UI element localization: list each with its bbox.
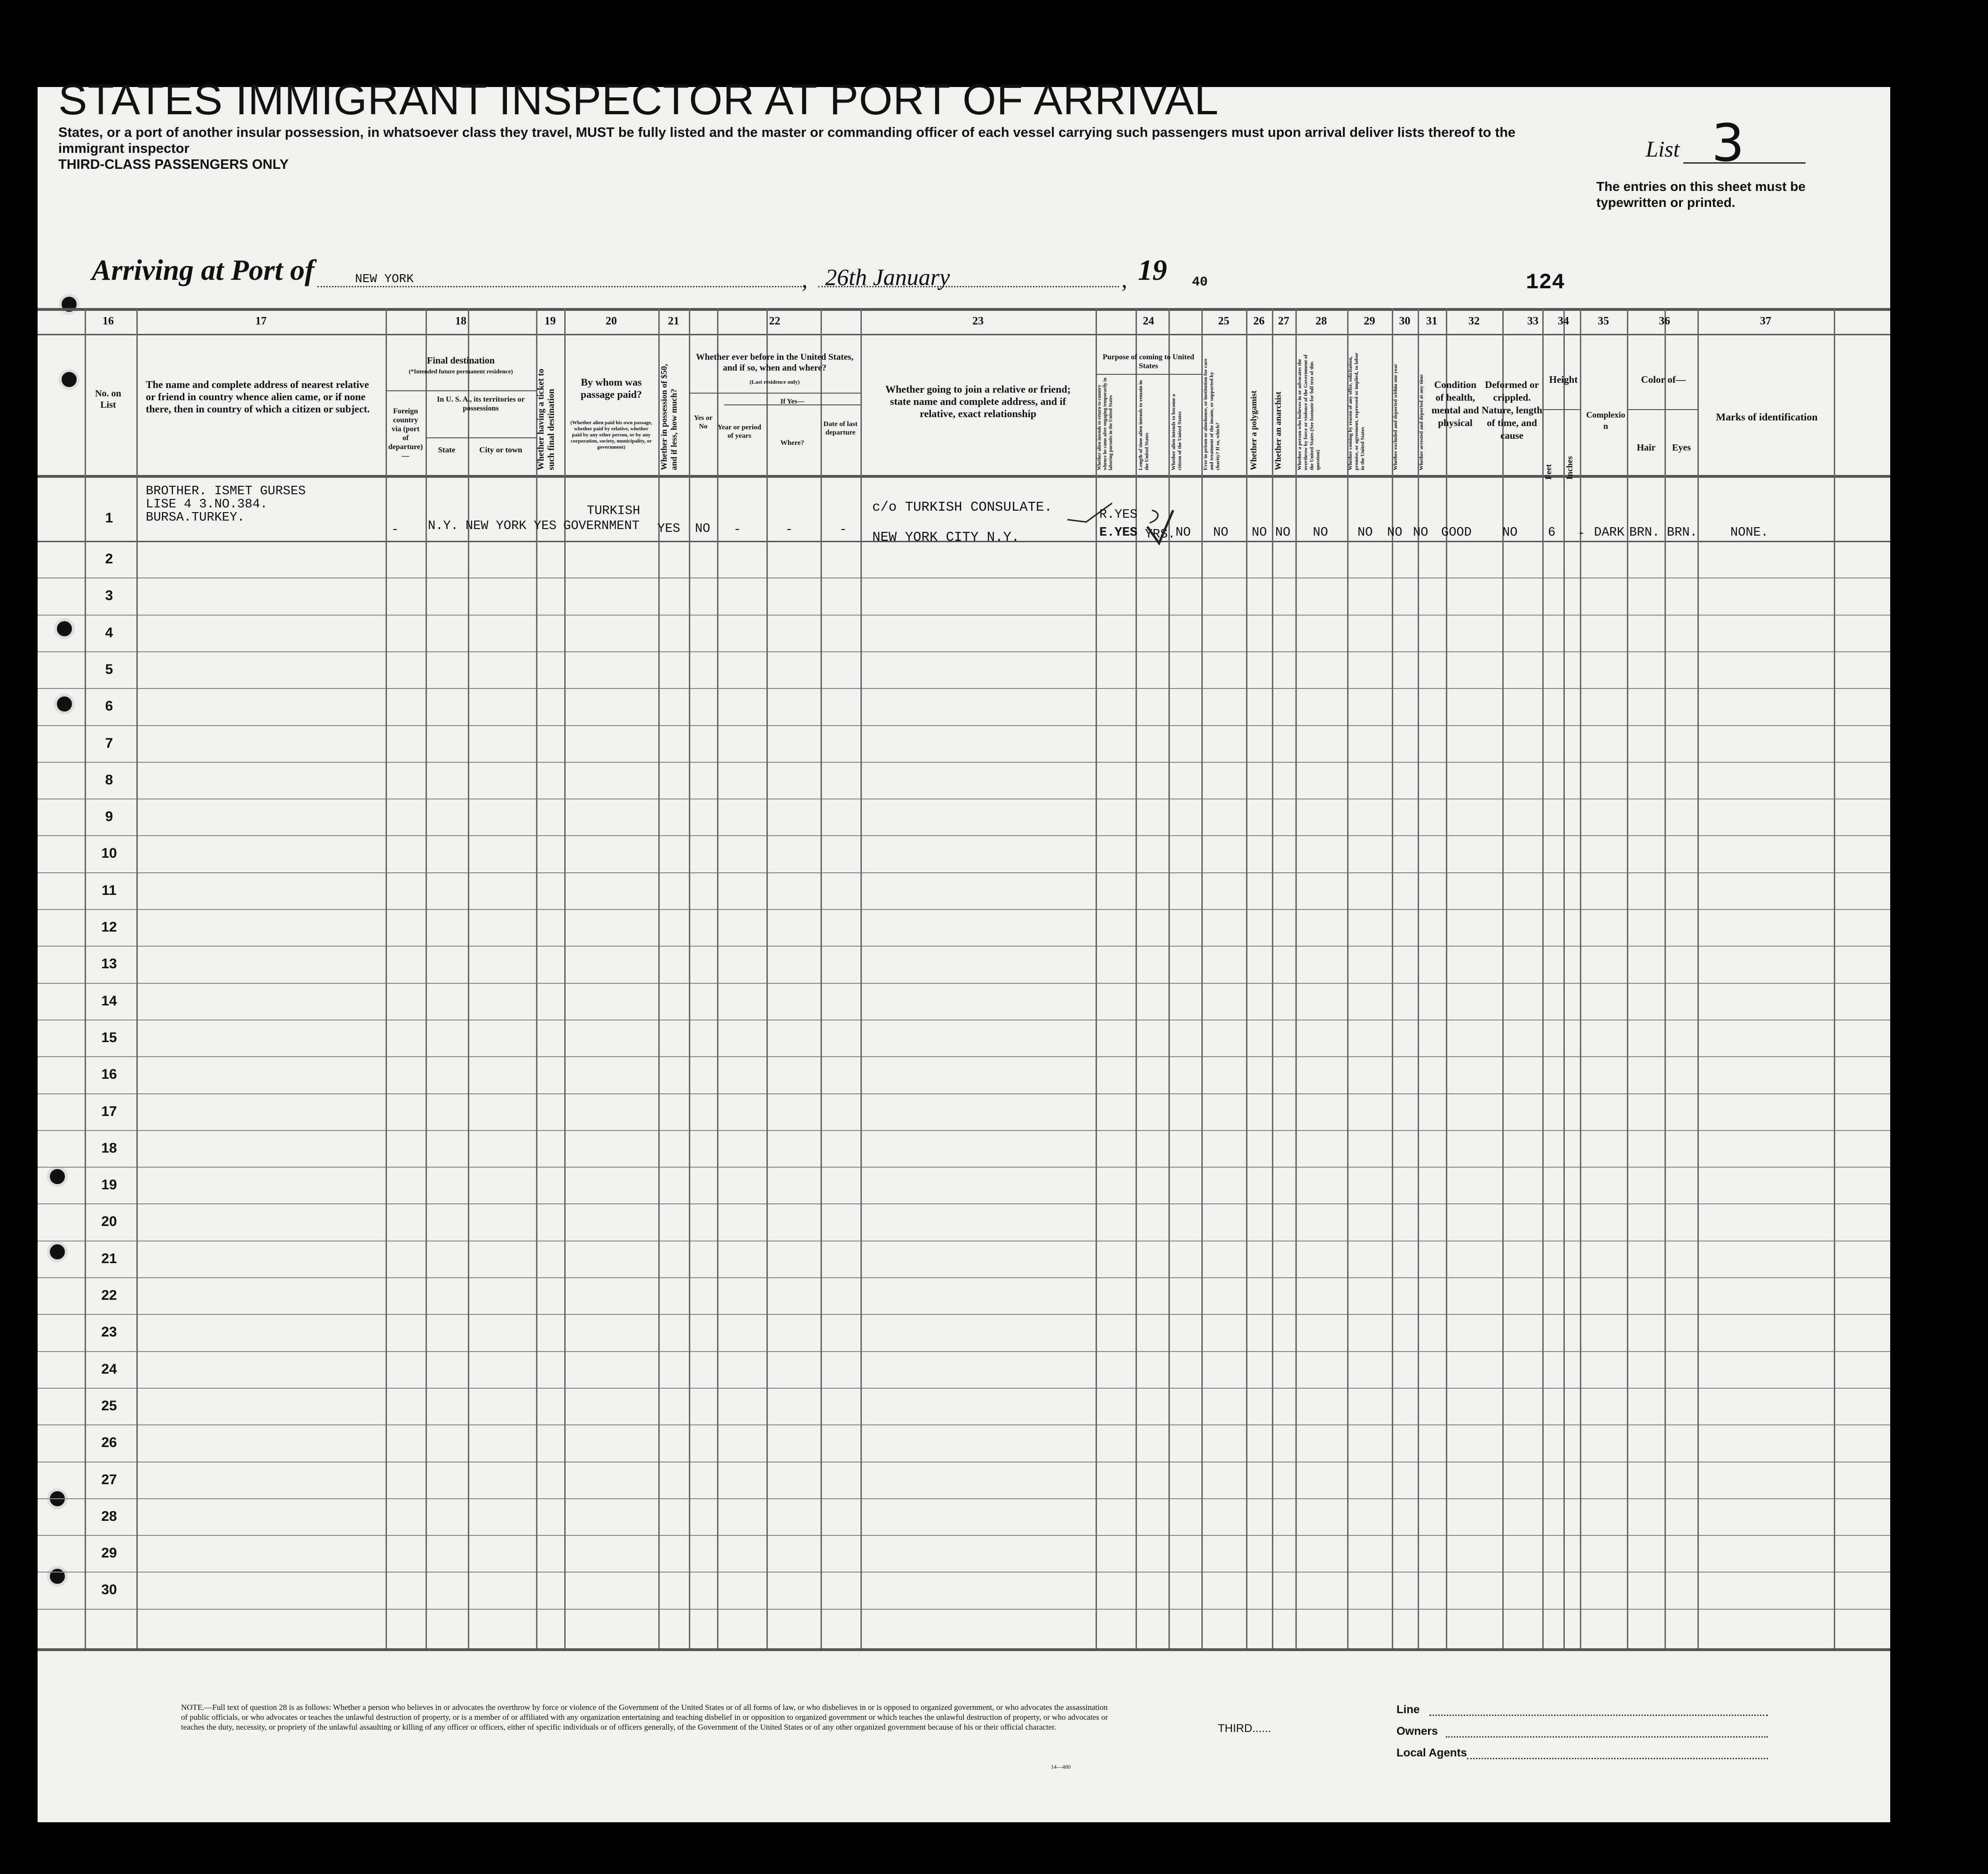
binder-hole — [59, 369, 79, 390]
header-subdivider — [1096, 374, 1201, 375]
row-number: 9 — [105, 809, 113, 825]
col22-subheading: (Last residence only) — [749, 379, 800, 385]
col26-heading: Whether a polygamist — [1249, 390, 1258, 470]
row-line — [38, 615, 1890, 616]
col34-feet-heading: Feet — [1544, 464, 1553, 480]
row-number: 8 — [105, 772, 113, 788]
row-line — [38, 577, 1890, 578]
column-line — [1580, 308, 1581, 1648]
column-number: 31 — [1426, 315, 1437, 327]
row-number: 25 — [101, 1398, 117, 1414]
header-bottom-border — [38, 475, 1890, 478]
arriving-label: Arriving at Port of — [92, 254, 315, 286]
col24a-heading: Whether alien intends to return to country whence he came after engaging temporarily in laboring pursuits in the United States — [1097, 378, 1113, 470]
row-number: 29 — [101, 1545, 117, 1561]
row-number: 4 — [105, 625, 113, 640]
col23-heading: Whether going to join a relative or friend; state name and complete address, and if relative, exact relationship — [885, 383, 1071, 419]
binder-hole — [47, 1166, 68, 1187]
passenger-class-line: THIRD-CLASS PASSENGERS ONLY — [58, 157, 289, 172]
col29-heading: Whether coming by reason of any offer, solicitation, promise, or agreement, expressed or implied, to labor in the United States — [1348, 353, 1365, 470]
column-line — [136, 308, 138, 1648]
row-number: 3 — [105, 588, 113, 604]
relative-line2: LISE 4 3.NO.384. — [146, 498, 268, 512]
owners-field — [1446, 1736, 1768, 1738]
col34-heading: Height — [1549, 374, 1578, 385]
column-line — [1542, 308, 1544, 1648]
column-number: 27 — [1278, 315, 1289, 327]
row-number: 18 — [101, 1140, 117, 1156]
year-suffix: 40 — [1192, 275, 1208, 290]
column-number: 21 — [668, 315, 679, 327]
column-line — [1563, 308, 1565, 1648]
join-line2: NEW YORK CITY N.Y. — [872, 530, 1020, 545]
row-number: 7 — [105, 735, 113, 751]
third-class-label: THIRD...... — [1218, 1722, 1271, 1735]
column-line — [536, 308, 537, 1648]
comma: , — [1121, 266, 1128, 293]
row-number: 2 — [105, 551, 113, 567]
col25-heading: Ever in prison or almshouse, or institution for care and treatment of the insane, or supported by charity? If so, which? — [1203, 358, 1221, 470]
deformed-value: NO — [1502, 526, 1518, 540]
binder-hole — [54, 694, 75, 714]
marks-value: NONE. — [1730, 526, 1769, 540]
col31-heading: Whether arrested and deported at any time — [1419, 374, 1424, 470]
col22-year-heading: Year or period of years — [718, 424, 761, 440]
feet-value: 6 — [1548, 526, 1556, 540]
purpose-return-line2: E.YES — [1099, 526, 1138, 540]
col22-ifyes: If Yes— — [780, 398, 805, 405]
column-line — [766, 308, 768, 1648]
header-subdivider — [386, 390, 536, 391]
complexion-value: DARK — [1594, 526, 1625, 540]
row-number: 21 — [101, 1250, 117, 1266]
column-number: 30 — [1399, 315, 1411, 327]
row-line — [38, 1314, 1890, 1315]
column-line — [1834, 308, 1835, 1648]
col24c-heading: Whether alien intends to become a citizen of the United States — [1171, 394, 1183, 470]
column-line — [820, 308, 822, 1648]
column-number: 20 — [606, 315, 617, 327]
row-number: 13 — [101, 956, 117, 972]
row-number: 20 — [101, 1214, 117, 1230]
col36-heading: Color of— — [1641, 374, 1686, 385]
fifty-dollars-value: YES — [657, 522, 680, 536]
column-line — [1347, 308, 1349, 1648]
form-number: 14—480 — [1051, 1763, 1071, 1770]
column-number: 34 — [1558, 315, 1569, 327]
binder-hole — [47, 1241, 68, 1262]
row-number: 5 — [105, 661, 113, 677]
state-value: N.Y. — [428, 519, 458, 533]
column-line — [1502, 308, 1504, 1648]
local-agents-label: Local Agents — [1396, 1747, 1467, 1759]
before-year-value: - — [734, 523, 742, 537]
line-field — [1429, 1715, 1768, 1716]
before-where-value: - — [785, 523, 793, 537]
row-number: 16 — [101, 1067, 117, 1083]
col22-heading: Whether ever before in the United States, and if so, when and where? — [695, 352, 854, 373]
row-line — [38, 1093, 1890, 1094]
row-line — [38, 1277, 1890, 1278]
row-line — [38, 725, 1890, 726]
purpose-citizen-value: NO — [1175, 526, 1191, 540]
row-line — [38, 1056, 1890, 1057]
column-line — [1697, 308, 1699, 1648]
purpose-length-value: YRS. — [1145, 528, 1175, 542]
column-line — [386, 308, 387, 1648]
row-number: 24 — [101, 1361, 117, 1377]
col37-heading: Marks of identification — [1716, 411, 1818, 423]
entries-note: The entries on this sheet must be typewritten or printed. — [1596, 179, 1806, 210]
row-number: 15 — [101, 1029, 117, 1045]
column-line — [1627, 308, 1628, 1648]
row-number: 27 — [101, 1471, 117, 1487]
row-line — [38, 688, 1890, 689]
row-line — [38, 835, 1890, 836]
relative-line1: BROTHER. ISMET GURSES — [146, 484, 306, 498]
year-prefix: 19 — [1138, 254, 1167, 286]
hair-value: BRN. — [1629, 526, 1660, 540]
col36-hair-heading: Hair — [1637, 443, 1656, 453]
column-number: 28 — [1316, 315, 1327, 327]
col18-heading: Final destination — [427, 356, 495, 366]
foreign-country-value: - — [391, 523, 399, 537]
column-number: 17 — [255, 315, 267, 327]
row-line — [38, 1609, 1890, 1610]
comma: , — [802, 266, 808, 293]
list-number: 3 — [1712, 113, 1744, 173]
row-line — [38, 1424, 1890, 1425]
col32-heading: Condition of health, mental and physical — [1431, 379, 1479, 428]
row-line — [38, 872, 1890, 873]
column-number: 16 — [103, 315, 114, 327]
row-line — [38, 1388, 1890, 1389]
column-number: 18 — [455, 315, 466, 327]
col19-heading: Whether having a ticket to such final destination — [536, 368, 556, 470]
inches-value: - — [1578, 527, 1586, 541]
column-number: 22 — [769, 315, 781, 327]
port-value: NEW YORK — [355, 272, 414, 286]
column-line — [564, 308, 566, 1648]
header-subdivider — [689, 393, 860, 394]
check-mark-icon — [1067, 494, 1190, 546]
row-number: 23 — [101, 1324, 117, 1340]
instructions-line: States, or a port of another insular possession, in whatsoever class they travel, MUST be fully listed and the master or commanding officer of each vessel carrying such passengers must upon arrival deliver lists thereof to the immigrant inspector — [58, 125, 1516, 156]
col16-heading: No. on List — [95, 388, 121, 410]
prison-value: NO — [1213, 526, 1229, 540]
column-line — [658, 308, 660, 1648]
col18-foreign-heading: Foreign country via (port of departure)— — [388, 407, 423, 460]
polygamist-value: NO — [1252, 526, 1267, 540]
col18-state-heading: State — [438, 445, 456, 454]
eyes-value: BRN. — [1667, 526, 1697, 540]
column-line — [426, 308, 427, 1648]
before-yesno-value: NO — [695, 522, 710, 536]
col30-heading: Whether excluded and deported within one year — [1393, 364, 1398, 470]
row-line — [38, 946, 1890, 947]
sheet-number: 124 — [1526, 270, 1565, 295]
row-line — [38, 1572, 1890, 1573]
row-line — [38, 983, 1890, 984]
row-number: 22 — [101, 1288, 117, 1303]
column-number: 26 — [1253, 315, 1265, 327]
column-number: 23 — [972, 315, 984, 327]
column-line — [717, 308, 718, 1648]
col35-heading: Complexion — [1586, 410, 1625, 431]
col34-inches-heading: Inches — [1565, 456, 1574, 480]
table-top-border — [38, 308, 1890, 311]
anarchist-value: NO — [1275, 526, 1291, 540]
paid-by-line2: GOVERNMENT — [563, 519, 640, 533]
col33-heading: Deformed or crippled. Nature, length of time, and cause — [1481, 379, 1543, 441]
column-line — [1418, 308, 1419, 1648]
column-number: 33 — [1527, 315, 1538, 327]
column-line — [1272, 308, 1273, 1648]
health-value: GOOD — [1441, 526, 1472, 540]
join-line1: c/o TURKISH CONSULATE. — [872, 499, 1052, 515]
column-number: 19 — [544, 315, 556, 327]
q28-value: NO — [1313, 526, 1328, 540]
header-subdivider — [1627, 409, 1697, 410]
column-number: 32 — [1468, 315, 1480, 327]
binder-hole — [47, 1566, 68, 1587]
col17-heading: The name and complete address of nearest relative or friend in country whence alien came, or if none there, then in country of which a citizen or subject. — [146, 379, 370, 415]
header-subdivider — [426, 437, 536, 438]
row-number: 1 — [105, 510, 113, 526]
column-number: 35 — [1598, 315, 1609, 327]
col22-yesno-heading: Yes or No — [694, 414, 713, 430]
excluded-value: NO — [1387, 526, 1403, 540]
column-number: 24 — [1143, 315, 1154, 327]
column-number: 36 — [1659, 315, 1670, 327]
col20-heading: By whom was passage paid? — [580, 376, 642, 400]
row-number: 10 — [101, 846, 117, 862]
row-number: 26 — [101, 1435, 117, 1451]
row-number: 28 — [101, 1508, 117, 1524]
col18-subheading: (*Intended future permanent residence) — [409, 368, 513, 375]
row-number: 11 — [102, 882, 117, 898]
col36-eyes-heading: Eyes — [1672, 443, 1691, 453]
row-number: 19 — [101, 1177, 117, 1193]
purpose-return-line1: R.YES — [1099, 508, 1138, 522]
row-number: 17 — [101, 1103, 117, 1119]
col22-date-heading: Date of last departure — [823, 420, 858, 436]
column-line — [1295, 308, 1297, 1648]
row-number: 30 — [101, 1582, 117, 1598]
column-number: 25 — [1218, 315, 1230, 327]
relative-line3: BURSA.TURKEY. — [146, 511, 245, 525]
row-line — [38, 762, 1890, 763]
row-number: 6 — [105, 698, 113, 714]
row-line — [38, 1130, 1890, 1131]
local-agents-field — [1467, 1758, 1768, 1759]
column-line — [689, 308, 690, 1648]
column-number: 29 — [1364, 315, 1375, 327]
table-bottom-border — [38, 1648, 1890, 1651]
offer-value: NO — [1357, 526, 1373, 540]
row-line — [38, 1462, 1890, 1463]
before-date-value: - — [839, 523, 847, 537]
arrival-date: 26th January — [825, 264, 950, 290]
col27-heading: Whether an anarchist — [1273, 391, 1283, 470]
column-number: 37 — [1760, 315, 1771, 327]
row-number: 12 — [101, 919, 117, 935]
column-line — [1392, 308, 1393, 1648]
col22-where-heading: Where? — [780, 439, 805, 447]
owners-label: Owners — [1396, 1725, 1438, 1738]
column-line — [860, 308, 862, 1648]
col20-subheading: (Whether alien paid his own passage, whether paid by relative, whether paid by any other person, or by any corporation, society, municipality, or government) — [570, 420, 652, 450]
col28-heading: Whether a person who believes in or advocates the overthrow by force or violence of the Government of the United States (See footnote for full text of this question) — [1297, 354, 1321, 470]
row-number: 14 — [101, 993, 117, 1009]
ticket-value: YES — [534, 519, 557, 533]
col24-heading: Purpose of coming to United States — [1103, 353, 1194, 370]
binder-hole — [59, 294, 79, 315]
page-title: STATES IMMIGRANT INSPECTOR AT PORT OF ARRIVAL — [58, 76, 1219, 124]
col21-heading: Whether in possession of $50, and if less, how much? — [659, 364, 678, 470]
column-line — [468, 308, 469, 1648]
port-line — [317, 286, 802, 287]
column-line — [1665, 308, 1666, 1648]
row-line — [38, 1203, 1890, 1204]
row-line — [38, 1167, 1890, 1168]
binder-hole — [54, 618, 75, 639]
list-underline — [1683, 162, 1806, 164]
arrested-value: NO — [1413, 526, 1428, 540]
list-label: List — [1646, 137, 1680, 162]
col18-usa-heading: In U. S. A., its territories or possessions — [437, 395, 525, 412]
col24b-heading: Length of time alien intends to remain in the United States — [1138, 380, 1150, 470]
column-line — [1246, 308, 1247, 1648]
col18-city-heading: City or town — [479, 445, 522, 454]
column-line — [1201, 308, 1203, 1648]
header-subdivider — [1542, 409, 1580, 410]
row-line — [38, 651, 1890, 652]
header-instructions — [58, 125, 1516, 173]
city-value: NEW YORK — [465, 519, 527, 533]
line-label: Line — [1396, 1703, 1420, 1716]
row-line — [38, 1498, 1890, 1499]
row-line — [38, 1535, 1890, 1536]
paid-by-line1: TURKISH — [587, 504, 640, 518]
manifest-sheet — [38, 87, 1890, 1822]
footnote-q28: NOTE.—Full text of question 28 is as follows: Whether a person who believes in or advocates the overthrow by force or violence of the Government of the United States or of all forms of law, or who disbelieves in or is opposed to organized government, or who advocates the assassination of public officials, or who advocates or teaches the unlawful destruction of property, or is a member of or affiliated with any organization entertaining and teaching disbelief in or opposition to organized government or which teaches the unlawful destruction of property, or who advocates or teaches the duty, necessity, or propriety of the unlawful assaulting or killing of any officer or officers, either of specific individuals or of officers generally, of the Government of the United States or of any other organized government because of his or their official character. — [181, 1703, 1108, 1732]
row-line — [38, 1351, 1890, 1352]
colnum-divider — [38, 334, 1890, 335]
row-line — [38, 909, 1890, 910]
column-line — [1446, 308, 1447, 1648]
